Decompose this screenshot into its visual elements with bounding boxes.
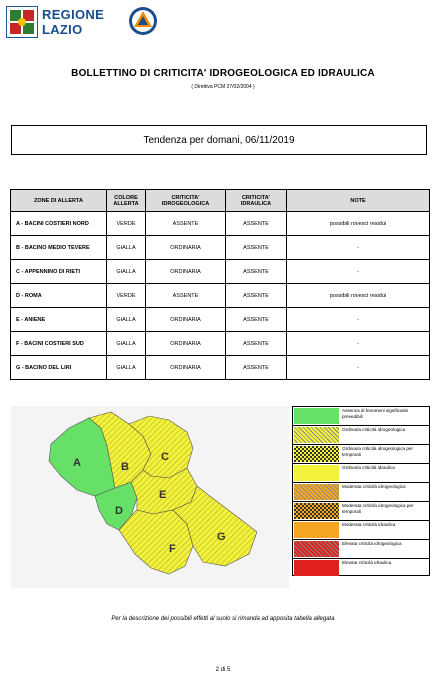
document-subtitle: ( Direttiva PCM 27/02/2004 ) — [191, 84, 255, 90]
tendency-date: Tendenza per domani, 06/11/2019 — [11, 125, 427, 155]
zone-cell: C - APPENNINO DI RIETI — [11, 260, 107, 284]
color-cell: GIALLA — [107, 236, 146, 260]
alert-zones-map — [11, 406, 289, 588]
color-cell: GIALLA — [107, 308, 146, 332]
legend-item — [293, 559, 430, 577]
legend-swatch — [294, 446, 339, 462]
legend-swatch — [294, 427, 339, 443]
header-idrogeo: CRITICITA' IDROGEOLOGICA — [146, 190, 226, 212]
table-row — [11, 284, 430, 308]
zone-cell: E - ANIENE — [11, 308, 107, 332]
protezione-civile-icon — [128, 6, 158, 36]
table-row — [11, 308, 430, 332]
idrogeo-cell: ASSENTE — [146, 284, 226, 308]
zone-cell: F - BACINI COSTIERI SUD — [11, 332, 107, 356]
idrogeo-cell: ORDINARIA — [146, 236, 226, 260]
table-row — [11, 212, 430, 236]
map-label-c: C — [161, 451, 169, 463]
header-note: NOTE — [287, 190, 430, 212]
color-cell: VERDE — [107, 212, 146, 236]
header-color: COLORE ALLERTA — [107, 190, 146, 212]
color-cell: GIALLA — [107, 356, 146, 380]
idrogeo-cell: ORDINARIA — [146, 332, 226, 356]
legend-item — [293, 445, 430, 464]
lazio-emblem-icon — [6, 6, 38, 38]
legend-swatch — [294, 408, 339, 424]
legend-item — [293, 502, 430, 521]
table-row — [11, 236, 430, 260]
map-label-b: B — [121, 461, 129, 473]
idrogeo-cell: ORDINARIA — [146, 356, 226, 380]
idrogeo-cell: ASSENTE — [146, 212, 226, 236]
regione-lazio-logo — [6, 6, 124, 38]
alert-table — [10, 189, 430, 380]
idraulica-cell: ASSENTE — [226, 212, 287, 236]
legend-item — [293, 464, 430, 483]
table-row — [11, 332, 430, 356]
footnote: Per la descrizione dei possibili effetti al suolo si rimanda ad apposita tabella allegata — [111, 616, 335, 622]
legend-label: Assenza di fenomeni significativi prevedibili — [342, 408, 409, 419]
legend-item — [293, 521, 430, 540]
legend-swatch — [294, 541, 339, 557]
zone-cell: A - BACINI COSTIERI NORD — [11, 212, 107, 236]
note-cell: possibili rovesci residui — [287, 284, 430, 308]
note-cell: - — [287, 236, 430, 260]
map-label-g: G — [217, 531, 226, 543]
note-cell: - — [287, 332, 430, 356]
legend-label: Moderata criticità idrogeologica — [342, 484, 406, 489]
map-label-d: D — [115, 505, 123, 517]
color-cell: VERDE — [107, 284, 146, 308]
legend-label: Ordinaria criticità idrogeologica — [342, 427, 406, 432]
legend-item — [293, 407, 430, 426]
legend-label: Ordinaria criticità idraulica — [342, 465, 395, 470]
zone-cell: D - ROMA — [11, 284, 107, 308]
note-cell: possibili rovesci residui — [287, 212, 430, 236]
header-idraulica: CRITICITA' IDRAULICA — [226, 190, 287, 212]
idrogeo-cell: ORDINARIA — [146, 308, 226, 332]
legend-label: Elevata criticità idrogeologica — [342, 541, 402, 546]
note-cell: - — [287, 260, 430, 284]
zone-cell: B - BACINO MEDIO TEVERE — [11, 236, 107, 260]
idraulica-cell: ASSENTE — [226, 284, 287, 308]
idraulica-cell: ASSENTE — [226, 308, 287, 332]
color-cell: GIALLA — [107, 260, 146, 284]
legend-item — [293, 540, 430, 559]
region-name-line2: LAZIO — [42, 22, 83, 37]
region-name-line1: REGIONE — [42, 7, 105, 22]
legend-label: Moderata criticità idraulica — [342, 522, 396, 527]
legend-label: Elevata criticità idraulica — [342, 560, 392, 565]
table-header-row — [11, 190, 430, 212]
idraulica-cell: ASSENTE — [226, 260, 287, 284]
idraulica-cell: ASSENTE — [226, 356, 287, 380]
legend-swatch — [294, 522, 339, 538]
legend-swatch — [294, 465, 339, 481]
map-label-e: E — [159, 489, 167, 501]
table-row — [11, 260, 430, 284]
legend-swatch — [294, 560, 339, 576]
legend-item — [293, 426, 430, 445]
page-number: 2 di 5 — [215, 667, 231, 673]
color-cell: GIALLA — [107, 332, 146, 356]
document-title: BOLLETTINO DI CRITICITA' IDROGEOLOGICA ED IDRAULICA — [71, 68, 375, 79]
note-cell: - — [287, 308, 430, 332]
legend-swatch — [294, 503, 339, 519]
table-row — [11, 356, 430, 380]
idrogeo-cell: ORDINARIA — [146, 260, 226, 284]
header-zones: ZONE DI ALLERTA — [11, 190, 107, 212]
zone-cell: G - BACINO DEL LIRI — [11, 356, 107, 380]
legend-swatch — [294, 484, 339, 500]
legend — [292, 406, 430, 576]
legend-item — [293, 483, 430, 502]
map-label-a: A — [73, 457, 81, 469]
idraulica-cell: ASSENTE — [226, 236, 287, 260]
map-label-f: F — [169, 543, 176, 555]
note-cell: - — [287, 356, 430, 380]
legend-label: Ordinaria criticità idrogeologica per temporali — [342, 446, 413, 457]
idraulica-cell: ASSENTE — [226, 332, 287, 356]
legend-label: Moderata criticità idrogeologica per temporali — [342, 503, 414, 514]
